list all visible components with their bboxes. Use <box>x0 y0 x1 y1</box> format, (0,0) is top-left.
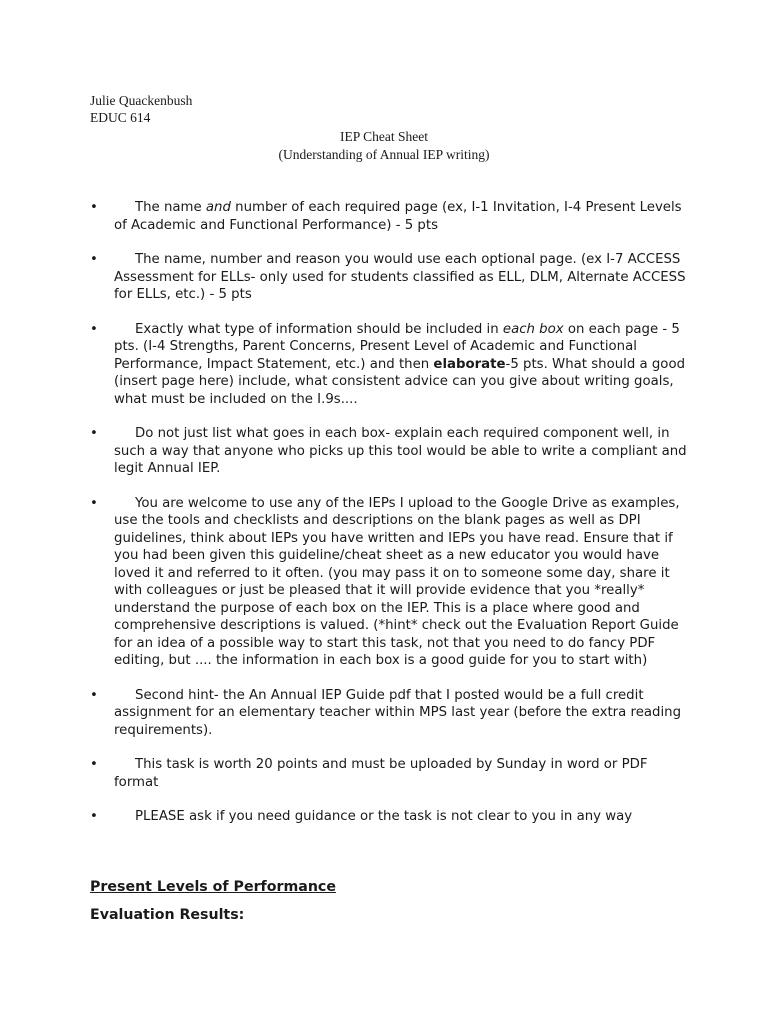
bullet-icon: • <box>90 426 98 441</box>
list-item <box>90 199 690 234</box>
list-item <box>90 756 690 791</box>
list-item-text: This task is worth 20 points and must be uploaded by Sunday in word or PDF format <box>114 757 648 790</box>
list-item <box>90 251 690 304</box>
bullet-icon: • <box>90 757 98 772</box>
requirements-list <box>90 199 690 843</box>
author-name: Julie Quackenbush <box>90 93 193 108</box>
document-title: IEP Cheat Sheet <box>340 129 428 144</box>
section-heading-evaluation-results: Evaluation Results: <box>90 907 245 923</box>
document-subtitle: (Understanding of Annual IEP writing) <box>278 147 490 162</box>
bullet-icon: • <box>90 321 98 337</box>
bullet-icon: • <box>90 252 98 267</box>
list-item <box>90 808 690 826</box>
bullet-icon: • <box>90 809 98 824</box>
list-item-text: You are welcome to use any of the IEPs I upload to the Google Drive as examples, use the tools and checklists and descriptions on the blank pages as well as DPI guidelines, think about IEPs you have written and IEPs you have read. Ensure that if you had been given this guideline/cheat sheet as a new educator you would have loved it and referred to it often. (you may pass it on to someone some day, share it with colleagues or just be pleased that it will provide evidence that you *really* understand the purpose of each box on the IEP. This is a place where good and comprehensive descriptions is valued. (*hint* check out the Evaluation Report Guide for an idea of a possible way to start this task, not that you need to do fancy PDF editing, but .... the information in each box is a good guide for you to start with) <box>114 495 680 668</box>
list-item-text: PLEASE ask if you need guidance or the task is not clear to you in any way <box>135 809 633 824</box>
list-item <box>90 321 690 409</box>
list-item <box>90 425 690 478</box>
list-item-text: The name, number and reason you would use each optional page. (ex I-7 ACCESS Assessment for ELLs- only used for students classified as ELL, DLM, Alternate ACCESS for ELLs, etc.) - 5 pts <box>114 252 686 302</box>
bullet-icon: • <box>90 687 98 703</box>
list-item-text: The name and number of each required page (ex, I-1 Invitation, I-4 Present Levels of Academic and Functional Performance) - 5 pts <box>114 200 682 233</box>
section-heading-present-levels: Present Levels of Performance <box>90 879 336 895</box>
list-item-text: Second hint- the An Annual IEP Guide pdf that I posted would be a full credit assignment for an elementary teacher within MPS last year (before the extra reading requirements). <box>114 687 682 738</box>
course-code: EDUC 614 <box>90 110 151 125</box>
list-item <box>90 495 690 670</box>
list-item-text: Exactly what type of information should be included in each box on each page - 5 pts. (I-4 Strengths, Parent Concerns, Present Level of Academic and Functional Performance, Impact Statement, etc.) and then elaborate-5 pts. What should a good (insert page here) include, what consistent advice can you give about writing goals, what must be included on the I.9s.... <box>114 321 686 407</box>
bullet-icon: • <box>90 200 98 215</box>
list-item-text: Do not just list what goes in each box- explain each required component well, in such a way that anyone who picks up this tool would be able to write a compliant and legit Annual IEP. <box>114 426 687 476</box>
list-item <box>90 687 690 740</box>
bullet-icon: • <box>90 495 98 511</box>
